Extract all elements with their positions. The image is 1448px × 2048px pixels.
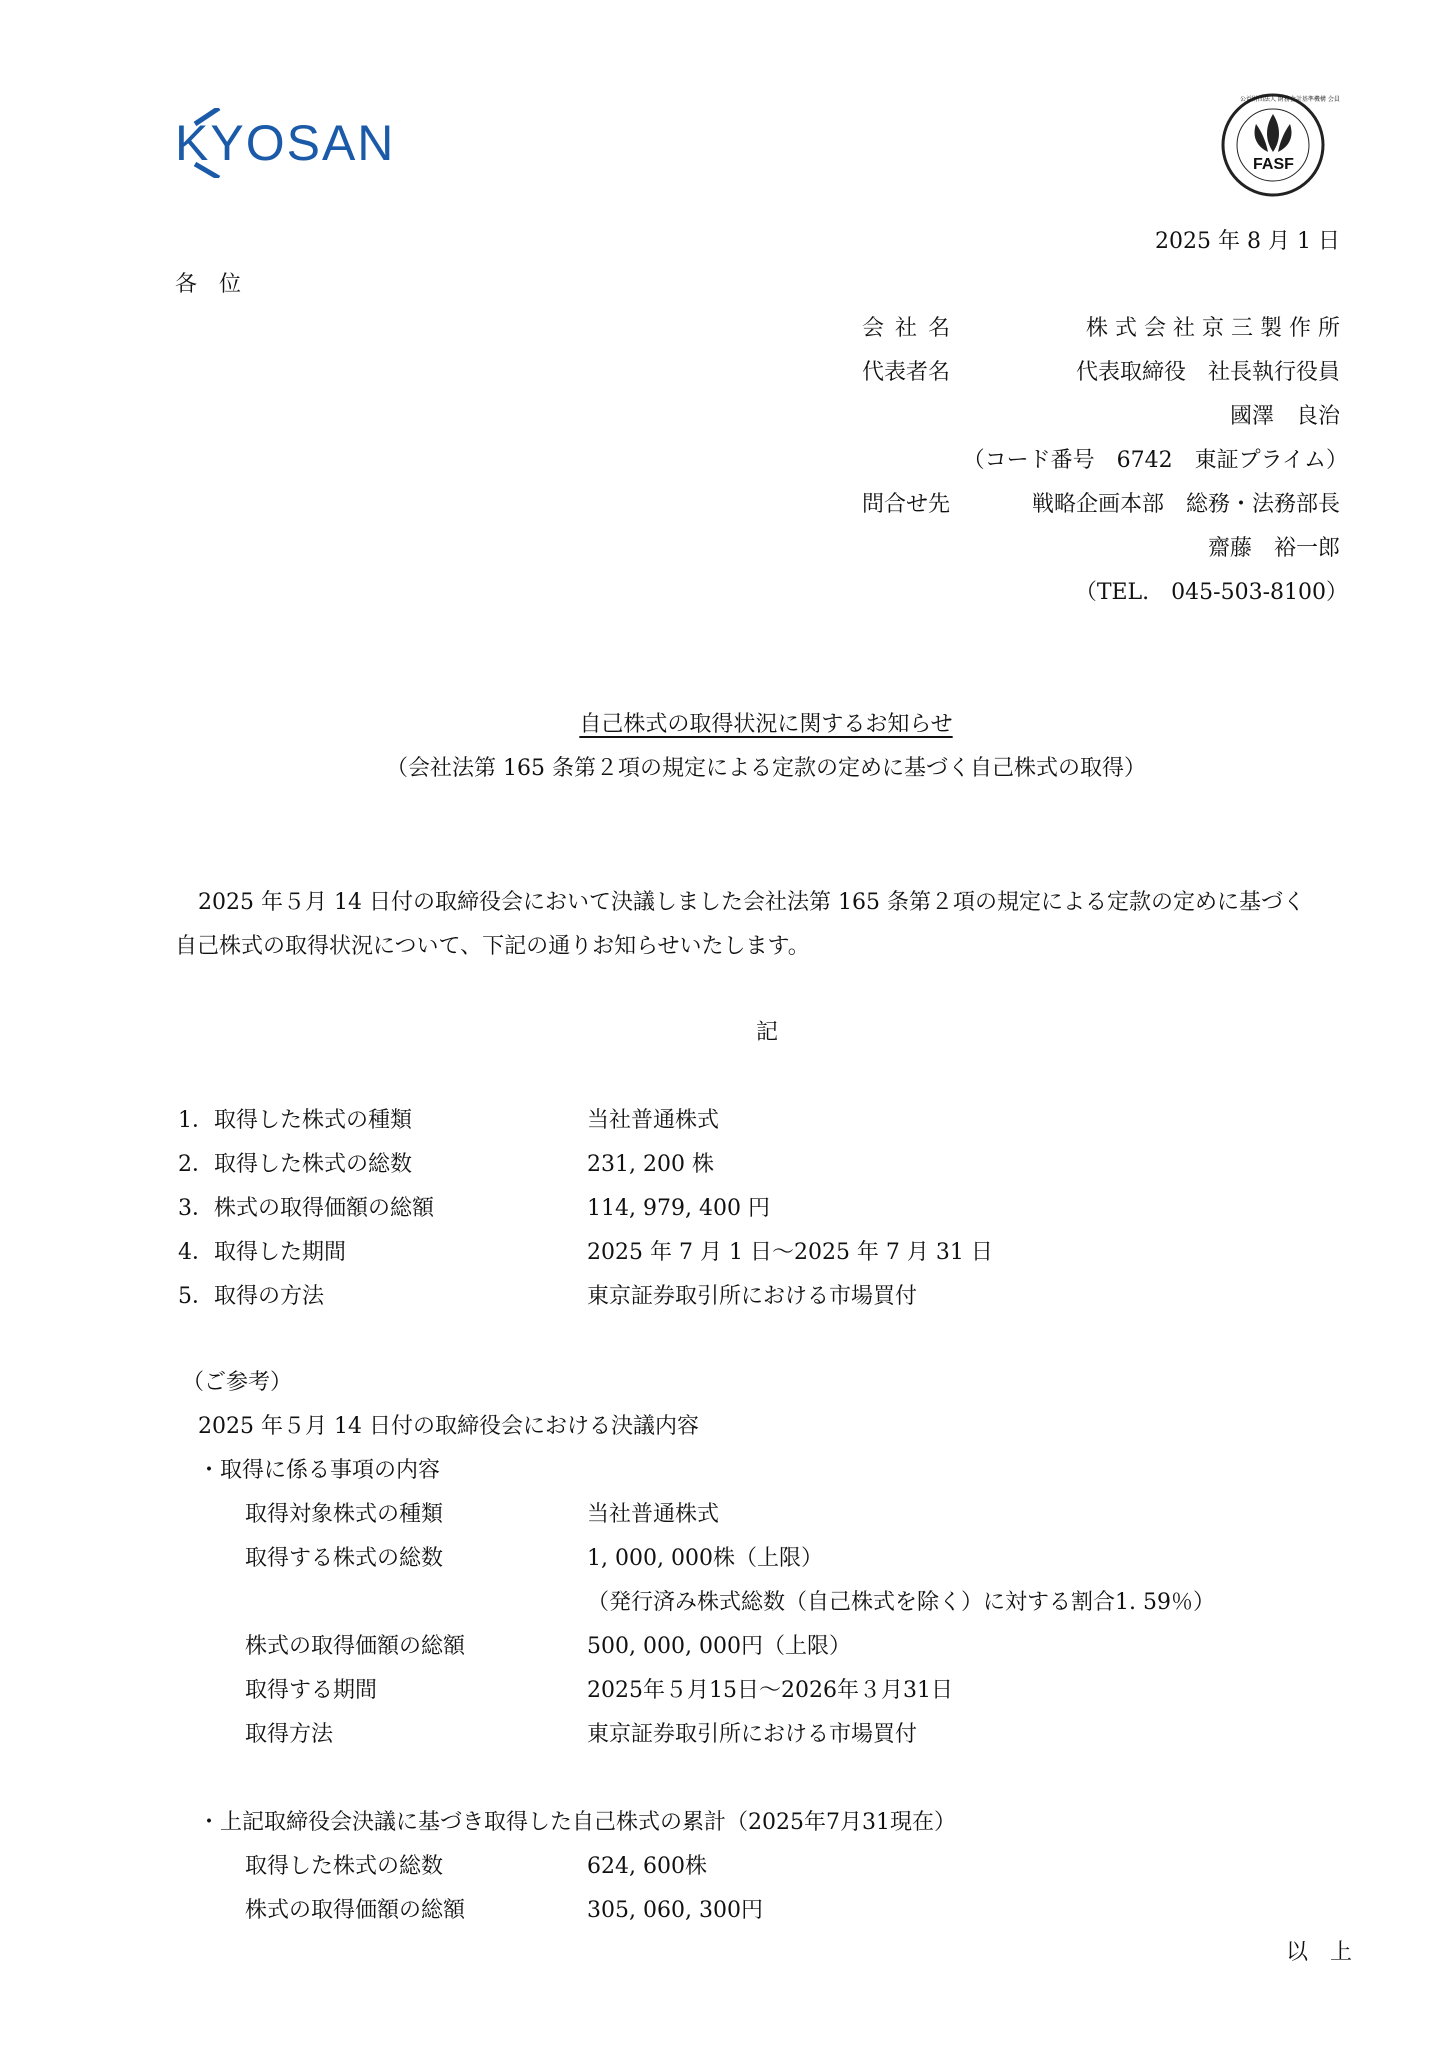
ref1-row1-value: 当社普通株式 (587, 1502, 720, 1527)
reference-resolution: 2025 年５月 14 日付の取締役会における決議内容 (198, 1414, 699, 1439)
body-paragraph-line1: 2025 年５月 14 日付の取締役会において決議しました会社法第 165 条第２項の規定による定款の定めに基づく (198, 890, 1305, 915)
document-subtitle: （会社法第 165 条第２項の規定による定款の定めに基づく自己株式の取得） (386, 756, 1146, 781)
seal-emblem (1220, 92, 1326, 198)
ref1-row3-value: （発行済み株式総数（自己株式を除く）に対する割合1. 59％） (587, 1590, 1215, 1615)
document-title: 自己株式の取得状況に関するお知らせ (579, 712, 953, 737)
seal-text: FASF (1253, 156, 1294, 173)
fasf-seal (1220, 92, 1340, 198)
ref1-row2-value: 1, 000, 000株（上限） (587, 1546, 823, 1571)
stock-code: （コード番号 6742 東証プライム） (962, 448, 1348, 473)
ref1-row6-label: 取得方法 (245, 1722, 334, 1747)
reference-heading: （ご参考） (182, 1370, 293, 1395)
company-logo (175, 108, 395, 178)
contact-name: 齋藤 裕一郎 (1207, 536, 1340, 561)
item-5-label: 5．取得の方法 (178, 1284, 324, 1309)
ref2-row2-value: 305, 060, 300円 (587, 1898, 763, 1923)
contact-label: 問合せ先 (862, 492, 951, 517)
addressee: 各 位 (175, 272, 242, 297)
reference-section2-title: ・上記取締役会決議に基づき取得した自己株式の累計（2025年7月31現在） (198, 1810, 956, 1835)
ref1-row1-label: 取得対象株式の種類 (245, 1502, 444, 1527)
ref2-row2-label: 株式の取得価額の総額 (245, 1898, 466, 1923)
seal-ring-text: 公益財団法人 財務会計基準機構 会員 (1240, 96, 1340, 103)
item-3-value: 114, 979, 400 円 (587, 1196, 770, 1221)
ref2-row1-value: 624, 600株 (587, 1854, 707, 1879)
document-date: 2025 年 8 月 1 日 (1155, 229, 1340, 254)
ki-heading: 記 (756, 1020, 779, 1045)
item-1-value: 当社普通株式 (587, 1108, 720, 1133)
contact-tel: （TEL. 045-503-8100） (1074, 580, 1348, 605)
ref1-row6-value: 東京証券取引所における市場買付 (587, 1722, 918, 1747)
ref1-row2-label: 取得する株式の総数 (245, 1546, 444, 1571)
representative-label: 代表者名 (862, 360, 951, 385)
ref1-row5-label: 取得する期間 (245, 1678, 378, 1703)
item-4-label: 4．取得した期間 (178, 1240, 346, 1265)
contact-department: 戦略企画本部 総務・法務部長 (1031, 492, 1340, 517)
company-name-label: 会 社 名 (862, 316, 952, 341)
logo-wordmark: KYOSAN (175, 115, 396, 171)
item-3-label: 3．株式の取得価額の総額 (178, 1196, 434, 1221)
item-1-label: 1．取得した株式の種類 (178, 1108, 412, 1133)
closing-mark: 以 上 (1285, 1940, 1352, 1965)
body-paragraph-line2: 自己株式の取得状況について、下記の通りお知らせいたします。 (175, 934, 810, 959)
item-4-value: 2025 年 7 月 1 日～2025 年 7 月 31 日 (587, 1240, 993, 1265)
company-name-value: 株 式 会 社 京 三 製 作 所 (1086, 316, 1340, 341)
representative-name: 國澤 良治 (1229, 404, 1340, 429)
ref1-row4-value: 500, 000, 000円（上限） (587, 1634, 851, 1659)
item-2-value: 231, 200 株 (587, 1152, 714, 1177)
item-5-value: 東京証券取引所における市場買付 (587, 1284, 918, 1309)
reference-section1-title: ・取得に係る事項の内容 (198, 1458, 441, 1483)
item-2-label: 2．取得した株式の総数 (178, 1152, 412, 1177)
ref2-row1-label: 取得した株式の総数 (245, 1854, 444, 1879)
representative-title: 代表取締役 社長執行役員 (1075, 360, 1340, 385)
ref1-row4-label: 株式の取得価額の総額 (245, 1634, 466, 1659)
ref1-row5-value: 2025年５月15日～2026年３月31日 (587, 1678, 953, 1703)
